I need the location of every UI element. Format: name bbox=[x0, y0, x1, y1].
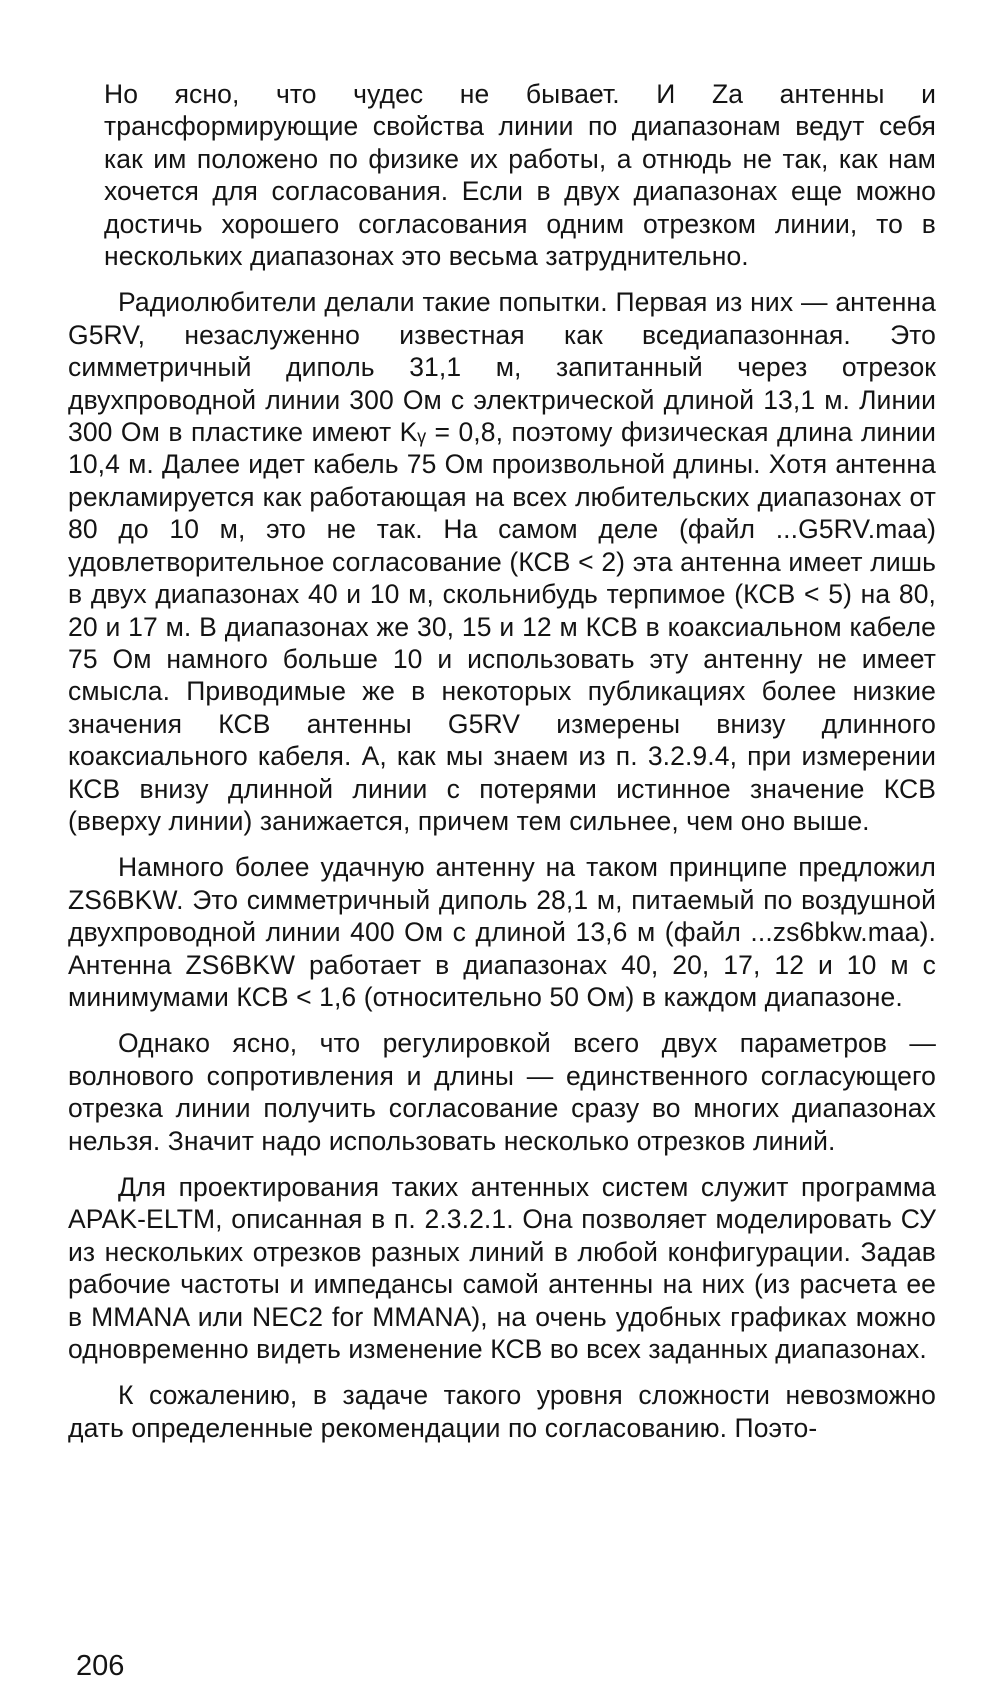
paragraph-2: Радиолюбители делали такие попытки. Первая из них — антенна G5RV, незаслуженно известная как вседиапазонная. Это симметричный диполь 31,1 м, запитанный через отрезок двухпроводной линии 300 Ом с электрической длиной 13,1 м. Линии 300 Ом в пластике имеют Kᵧ = 0,8, поэтому физическая длина линии 10,4 м. Далее идет кабель 75 Ом произвольной длины. Хотя антенна рекламируется как работающая на всех любительских диапазонах от 80 до 10 м, это не так. На самом деле (файл ...G5RV.maa) удовлетворительное согласование (КСВ < 2) эта антенна имеет лишь в двух диапазонах 40 и 10 м, скольнибудь терпимое (КСВ < 5) на 80, 20 и 17 м. В диапазонах же 30, 15 и 12 м КСВ в коаксиальном кабеле 75 Ом намного больше 10 и использовать эту антенну не имеет смысла. Приводимые же в некоторых публикациях более низкие значения КСВ антенны G5RV измерены внизу длинного коаксиального кабеля. А, как мы знаем из п. 3.2.9.4, при измерении КСВ внизу длинной линии с потерями истинное значение КСВ (вверху линии) занижается, причем тем сильнее, чем оно выше. bbox=[68, 287, 936, 836]
page-number: 206 bbox=[76, 1650, 125, 1682]
paragraph-1: Но ясно, что чудес не бывает. И Za антенны и трансформирующие свойства линии по диапазонам ведут себя как им положено по физике их работы, а отнюдь не так, как нам хочется для согласования. Если в двух диапазонах еще можно достичь хорошего согласования одним отрезком линии, то в нескольких диапазонах это весьма затруднительно. bbox=[104, 79, 936, 272]
paragraph-5: Для проектирования таких антенных систем служит программа APAK-ELTM, описанная в п. 2.3.2.1. Она позволяет моделировать СУ из нескольких отрезков разных линий в любой конфигурации. Задав рабочие частоты и импедансы самой антенны на них (из расчета ее в MMANA или NEC2 for MMANA), на очень удобных графиках можно одновременно видеть изменение КСВ во всех заданных диапазонах. bbox=[68, 1172, 936, 1365]
paragraph-3: Намного более удачную антенну на таком принципе предложил ZS6BKW. Это симметричный диполь 28,1 м, питаемый по воздушной двухпроводной линии 400 Ом с длиной 13,6 м (файл ...zs6bkw.maa). Антенна ZS6BKW работает в диапазонах 40, 20, 17, 12 и 10 м с минимумами КСВ < 1,6 (относительно 50 Ом) в каждом диапазоне. bbox=[68, 852, 936, 1012]
paragraph-4: Однако ясно, что регулировкой всего двух параметров — волнового сопротивления и длины — единственного согласующего отрезка линии получить согласование сразу во многих диапазонах нельзя. Значит надо использовать несколько отрезков линий. bbox=[68, 1028, 936, 1156]
page-body bbox=[68, 78, 936, 1458]
paragraph-6: К сожалению, в задаче такого уровня сложности невозможно дать определенные рекомендации по согласованию. Поэто- bbox=[68, 1380, 936, 1443]
